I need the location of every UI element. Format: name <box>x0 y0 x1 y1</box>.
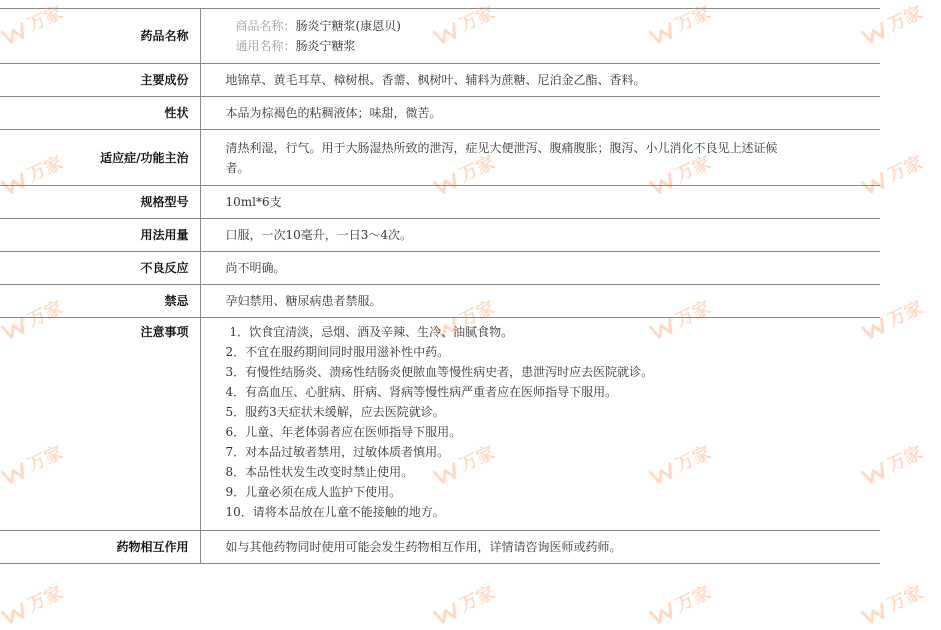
watermark-text: 万家 <box>672 152 714 187</box>
row-precautions <box>0 318 880 531</box>
precaution-item: 5．服药3天症状未缓解，应去医院就诊。 <box>225 405 445 419</box>
value-properties: 本品为棕褐色的粘稠液体；味甜，微苦。 <box>200 97 880 130</box>
watermark-text: 万家 <box>884 442 926 477</box>
w-logo-icon <box>647 599 677 627</box>
drug-info-table <box>0 8 880 564</box>
value-contraindications: 孕妇禁用、糖尿病患者禁服。 <box>200 285 880 318</box>
label-spec: 规格型号 <box>0 186 200 219</box>
watermark-text: 万家 <box>884 2 926 37</box>
value-spec: 10ml*6支 <box>200 186 880 219</box>
label-contraindications: 禁忌 <box>0 285 200 318</box>
drug-name-lines <box>226 16 791 56</box>
value-drug-interactions: 如与其他药物同时使用可能会发生药物相互作用，详情请咨询医师或药师。 <box>200 531 880 564</box>
watermark-logo <box>647 575 730 629</box>
precaution-item: 10．请将本品放在儿童不能接触的地方。 <box>225 505 445 519</box>
precaution-item: 1．饮食宜清淡，忌烟、酒及辛辣、生冷、油腻食物。 <box>229 325 514 339</box>
watermark-logo <box>0 575 81 629</box>
label-indications: 适应症/功能主治 <box>0 130 200 186</box>
row-properties <box>0 97 880 130</box>
generic-name-value: 肠炎宁糖浆 <box>295 39 356 53</box>
label-ingredients: 主要成份 <box>0 64 200 97</box>
label-properties: 性状 <box>0 97 200 130</box>
label-adverse-reactions: 不良反应 <box>0 252 200 285</box>
trade-name-line <box>236 16 791 36</box>
value-drug-name <box>200 9 880 64</box>
watermark-logo <box>859 575 941 629</box>
precautions-list <box>226 322 791 522</box>
watermark-text: 万家 <box>884 297 926 332</box>
value-ingredients: 地锦草、黄毛耳草、樟树根、香薷、枫树叶、辅料为蔗糖、尼泊金乙酯、香料。 <box>200 64 880 97</box>
watermark-text: 万家 <box>672 442 714 477</box>
value-precautions <box>200 318 880 531</box>
watermark-text: 万家 <box>24 2 66 37</box>
watermark-text: 万家 <box>456 152 498 187</box>
value-adverse-reactions: 尚不明确。 <box>200 252 880 285</box>
row-usage <box>0 219 880 252</box>
row-contraindications <box>0 285 880 318</box>
watermark-text: 万家 <box>884 582 926 617</box>
row-indications <box>0 130 880 186</box>
trade-name-value: 肠炎宁糖浆(康恩贝) <box>295 19 401 33</box>
watermark-logo <box>431 575 514 629</box>
watermark-text: 万家 <box>672 2 714 37</box>
row-drug-interactions <box>0 531 880 564</box>
precaution-item: 4．有高血压、心脏病、肝病、肾病等慢性病严重者应在医师指导下服用。 <box>225 385 618 399</box>
value-usage: 口服，一次10毫升，一日3～4次。 <box>200 219 880 252</box>
precaution-item: 3．有慢性结肠炎、溃疡性结肠炎便脓血等慢性病史者，患泄泻时应去医院就诊。 <box>225 365 654 379</box>
w-logo-icon <box>0 599 29 627</box>
precaution-item: 6．儿童、年老体弱者应在医师指导下服用。 <box>225 425 462 439</box>
generic-name-prefix: 通用名称： <box>235 39 296 53</box>
watermark-text: 万家 <box>24 582 66 617</box>
row-drug-name <box>0 9 880 64</box>
precaution-item: 9．儿童必须在成人监护下使用。 <box>225 485 402 499</box>
label-precautions: 注意事项 <box>0 318 200 531</box>
generic-name-line <box>236 36 791 56</box>
row-adverse-reactions <box>0 252 880 285</box>
value-indications: 清热利湿，行气。用于大肠湿热所致的泄泻，症见大便泄泻、腹痛腹胀；腹泻、小儿消化不良见上述证候者。 <box>200 130 880 186</box>
watermark-text: 万家 <box>672 582 714 617</box>
label-drug-name: 药品名称 <box>0 9 200 64</box>
label-usage: 用法用量 <box>0 219 200 252</box>
watermark-text: 万家 <box>24 152 66 187</box>
watermark-text: 万家 <box>884 152 926 187</box>
watermark-text: 万家 <box>456 442 498 477</box>
watermark-text: 万家 <box>24 442 66 477</box>
watermark-text: 万家 <box>672 297 714 332</box>
w-logo-icon <box>859 599 889 627</box>
watermark-text: 万家 <box>456 2 498 37</box>
row-spec <box>0 186 880 219</box>
precaution-item: 8．本品性状发生改变时禁止使用。 <box>225 465 414 479</box>
watermark-text: 万家 <box>456 582 498 617</box>
w-logo-icon <box>431 599 461 627</box>
watermark-text: 万家 <box>456 297 498 332</box>
trade-name-prefix: 商品名称： <box>235 19 296 33</box>
watermark-text: 万家 <box>24 297 66 332</box>
precaution-item: 2．不宜在服药期间同时服用滋补性中药。 <box>225 345 450 359</box>
row-ingredients <box>0 64 880 97</box>
precaution-item: 7．对本品过敏者禁用，过敏体质者慎用。 <box>225 445 450 459</box>
label-drug-interactions: 药物相互作用 <box>0 531 200 564</box>
